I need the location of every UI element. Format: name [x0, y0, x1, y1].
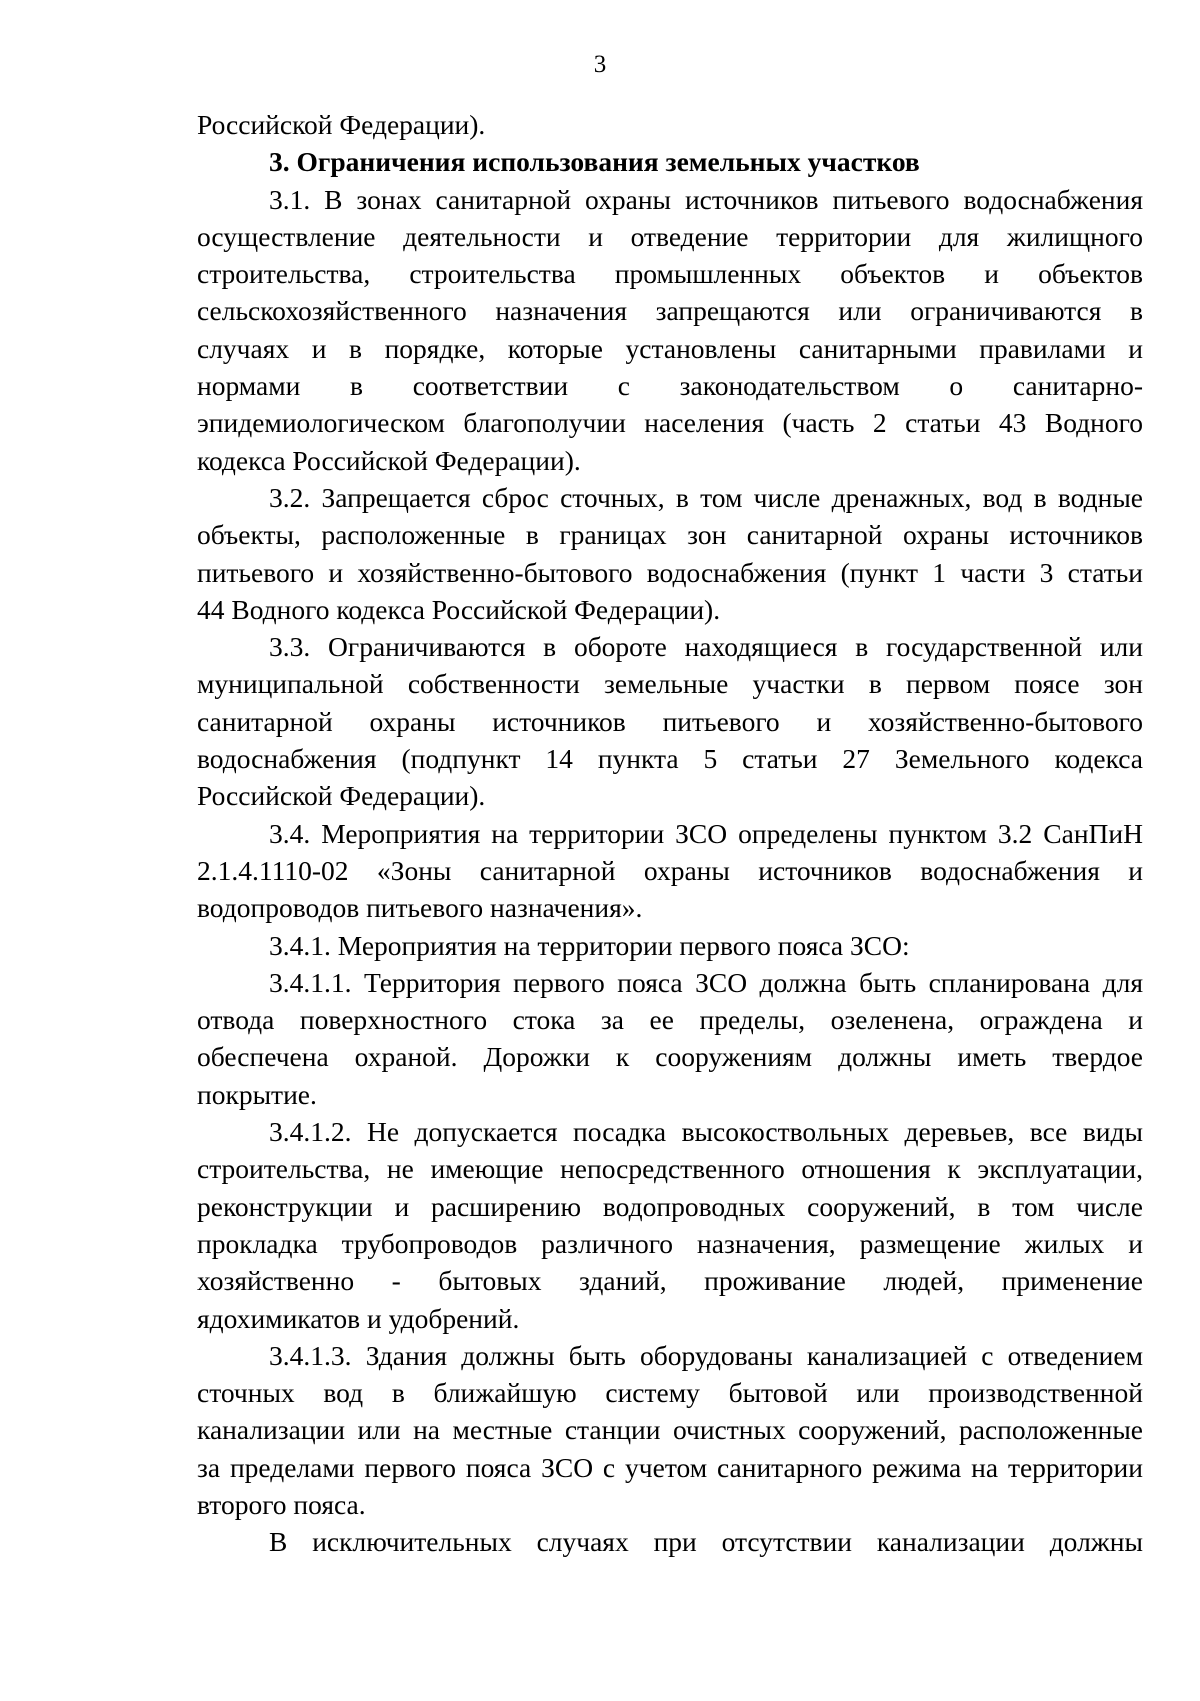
text-line: 3.3. Ограничиваются в обороте находящиеся в государственной или: [269, 631, 1143, 663]
text-line: водопроводов питьевого назначения».: [197, 892, 643, 924]
text-line: реконструкции и расширению водопроводных сооружений, в том числе: [197, 1190, 1143, 1222]
text-line: случаях и в порядке, которые установлены санитарными правилами и: [197, 332, 1143, 364]
text-line: сточных вод в ближайшую систему бытовой или производственной: [197, 1377, 1143, 1409]
text-line: хозяйственно - бытовых зданий, проживание людей, применение: [197, 1265, 1143, 1297]
text-line: второго пояса.: [197, 1488, 366, 1520]
text-line: строительства, строительства промышленных объектов и объектов: [197, 258, 1143, 290]
text-line: покрытие.: [197, 1078, 317, 1110]
text-line: кодекса Российской Федерации).: [197, 444, 581, 476]
text-line: В исключительных случаях при отсутствии канализации должны: [269, 1526, 1143, 1558]
text-line: 3.2. Запрещается сброс сточных, в том числе дренажных, вод в водные: [269, 481, 1143, 513]
body-text: [197, 106, 1143, 1561]
text-line: муниципальной собственности земельные участки в первом поясе зон: [197, 668, 1143, 700]
text-line: осуществление деятельности и отведение территории для жилищного: [197, 220, 1143, 252]
text-line: водоснабжения (подпункт 14 пункта 5 статьи 27 Земельного кодекса: [197, 743, 1143, 775]
text-line: санитарной охраны источников питьевого и хозяйственно-бытового: [197, 705, 1143, 737]
text-line: объекты, расположенные в границах зон санитарной охраны источников: [197, 519, 1143, 551]
text-line: эпидемиологическом благополучии населения (часть 2 статьи 43 Водного: [197, 407, 1143, 439]
text-line: 3.4.1.2. Не допускается посадка высокоствольных деревьев, все виды: [269, 1116, 1143, 1148]
text-line: Российской Федерации).: [197, 780, 486, 812]
page-number: 3: [593, 51, 607, 78]
text-line: обеспечена охраной. Дорожки к сооружениям должны иметь твердое: [197, 1041, 1143, 1073]
text-line: питьевого и хозяйственно-бытового водоснабжения (пункт 1 части 3 статьи: [197, 556, 1143, 588]
text-line: ядохимикатов и удобрений.: [197, 1302, 520, 1334]
text-line: за пределами первого пояса ЗСО с учетом санитарного режима на территории: [197, 1451, 1143, 1483]
text-line: 3.4.1. Мероприятия на территории первого пояса ЗСО:: [269, 929, 910, 961]
section-heading: 3. Ограничения использования земельных участков: [269, 146, 920, 178]
text-line: прокладка трубопроводов различного назначения, размещение жилых и: [197, 1227, 1143, 1259]
text-line: 3.4.1.1. Территория первого пояса ЗСО должна быть спланирована для: [269, 966, 1143, 998]
text-line: сельскохозяйственного назначения запрещаются или ограничиваются в: [197, 295, 1143, 327]
text-line: 3.4.1.3. Здания должны быть оборудованы канализацией с отведением: [269, 1339, 1143, 1371]
text-line: 3.4. Мероприятия на территории ЗСО определены пунктом 3.2 СанПиН: [269, 817, 1143, 849]
text-line: канализации или на местные станции очистных сооружений, расположенные: [197, 1414, 1143, 1446]
text-line: нормами в соответствии с законодательством о санитарно-: [197, 370, 1143, 402]
text-line: 3.1. В зонах санитарной охраны источников питьевого водоснабжения: [269, 183, 1143, 215]
text-line: Российской Федерации).: [197, 109, 486, 140]
text-line: 2.1.4.1110-02 «Зоны санитарной охраны источников водоснабжения и: [197, 854, 1143, 886]
text-line: строительства, не имеющие непосредственного отношения к эксплуатации,: [197, 1153, 1143, 1185]
text-line: отвода поверхностного стока за ее пределы, озеленена, ограждена и: [197, 1004, 1143, 1036]
text-line: 44 Водного кодекса Российской Федерации).: [197, 593, 721, 625]
